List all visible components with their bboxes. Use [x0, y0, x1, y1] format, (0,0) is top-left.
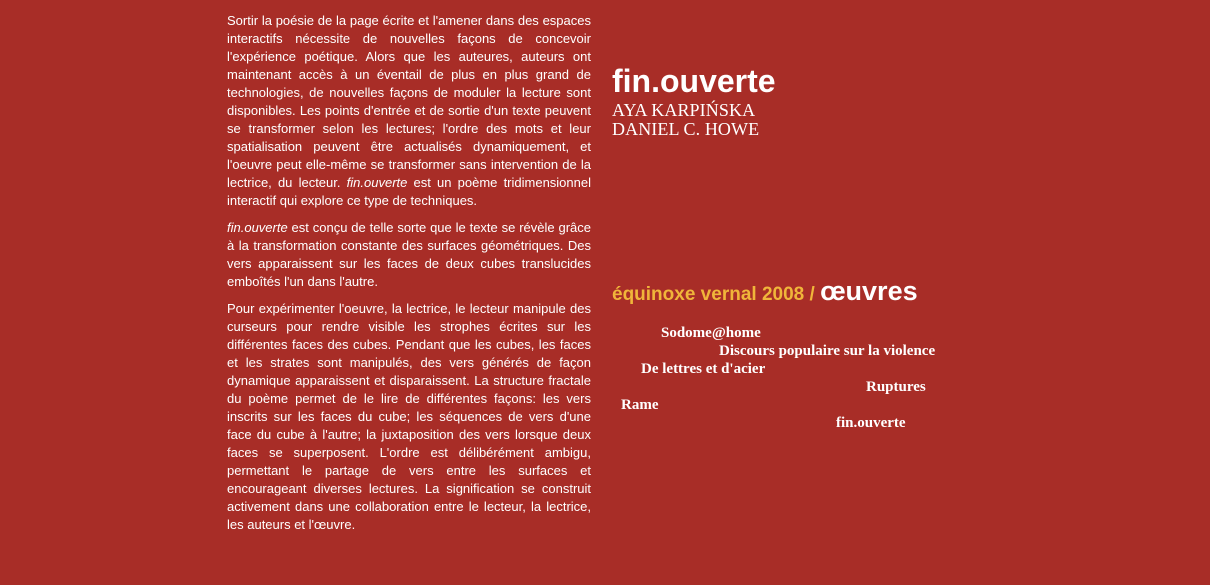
intro-paragraph-2-title: fin.ouverte — [227, 220, 288, 235]
intro-text-column — [227, 12, 591, 543]
work-link-rame[interactable]: Rame — [621, 397, 659, 413]
author-name-2: DANIEL C. HOWE — [612, 119, 760, 139]
intro-paragraph-2 — [227, 219, 591, 291]
page-title: fin.ouverte — [612, 63, 776, 99]
intro-paragraph-1-end: est un poème tridimensionnel interactif qui explore ce type de techniques. — [227, 175, 591, 208]
season-separator: / — [804, 284, 821, 305]
work-link-discours-populaire[interactable]: Discours populaire sur la violence — [719, 343, 936, 359]
work-link-sodome-home[interactable]: Sodome@home — [661, 325, 761, 341]
work-link-ruptures[interactable]: Ruptures — [866, 379, 926, 395]
season-heading — [612, 276, 918, 307]
intro-paragraph-1-text: Sortir la poésie de la page écrite et l'amener dans des espaces interactifs nécessite de nouvelles façons de concevoir l'expérience poétique. Alors que les auteures, auteurs ont maintenant accès à un éventail de plus en plus grand de technologies, de nouvelles façons de moduler la lecture sont disponibles. Les points d'entrée et de sortie d'un texte peuvent se transformer selon les lectures; l'ordre des mots et leur spatialisation peuvent être actualisés dynamiquement, et l'oeuvre peut elle-même se transformer sans intervention de la lectrice, du lecteur. — [227, 13, 591, 190]
season-date: équinoxe vernal 2008 — [612, 284, 805, 305]
intro-paragraph-2-text: est conçu de telle sorte que le texte se révèle grâce à la transformation constante des surfaces géométriques. Des vers apparaissent sur les faces de deux cubes translucides emboîtés l'un dans l'autre. — [227, 220, 591, 289]
work-link-fin-ouverte[interactable]: fin.ouverte — [836, 415, 906, 431]
work-link-de-lettres-et-dacier[interactable]: De lettres et d'acier — [641, 361, 766, 377]
works-heading: œuvres — [820, 276, 918, 306]
intro-paragraph-1 — [227, 12, 591, 210]
intro-paragraph-3: Pour expérimenter l'oeuvre, la lectrice, le lecteur manipule des curseurs pour rendre visible les strophes écrites sur les différentes faces des cubes. Pendant que les cubes, les faces et les strates sont manipulés, des vers générés de façon dynamique apparaissent et disparaissent. La structure fractale du poème permet de le lire de différentes façons: les vers inscrits sur les faces du cube; les séquences de vers d'une face du cube à l'autre; la juxtaposition des vers lorsque deux faces se superposent. L'ordre est délibérément ambigu, permettant le partage de vers entre les surfaces et encourageant diverses lectures. La signification se construit activement dans une collaboration entre le lecteur, la lectrice, les auteurs et l'œuvre. — [227, 301, 591, 532]
intro-paragraph-1-title: fin.ouverte — [346, 175, 408, 190]
author-name-1: AYA KARPIŃSKA — [612, 100, 756, 120]
